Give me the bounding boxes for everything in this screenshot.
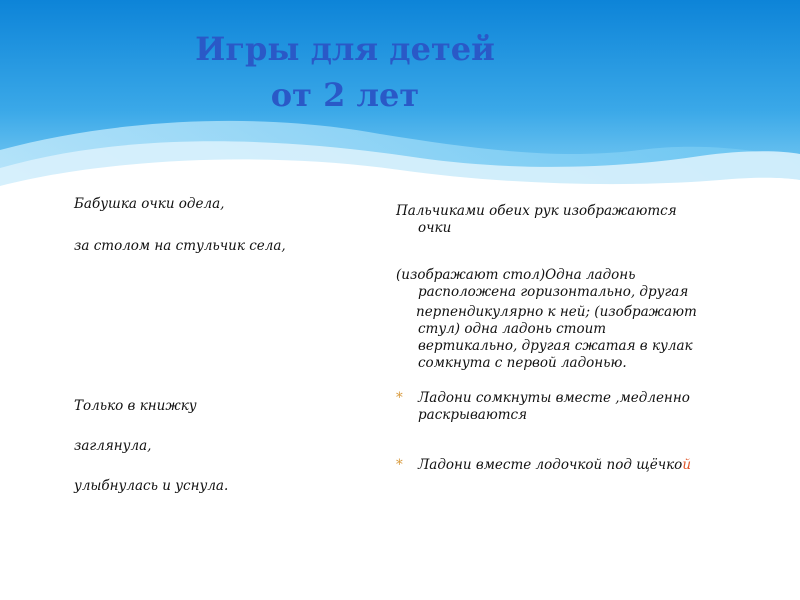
instruction-paragraph	[396, 203, 768, 237]
bullet-line	[418, 457, 778, 474]
poem-line: Только в книжку	[74, 398, 197, 414]
instruction-line: Пальчиками обеих рук изображаются	[396, 203, 677, 219]
instruction-line: перпендикулярно к ней; (изображают	[416, 304, 697, 320]
instruction-line: сомкнута с первой ладонью.	[418, 355, 627, 371]
slide-title	[160, 26, 530, 118]
bullet-text: Ладони вместе лодочкой под щёчко	[418, 457, 683, 473]
accent-letter: й	[682, 457, 692, 473]
instruction-line: вертикально, другая сжатая в кулак	[418, 338, 693, 354]
instruction-line: расположена горизонтально, другая	[418, 284, 689, 300]
poem-line: заглянула,	[74, 438, 152, 454]
bullet-line: Ладони сомкнуты вместе ,медленно	[418, 390, 690, 406]
title-line-1: Игры для детей	[195, 30, 495, 68]
bullet-icon: *	[396, 390, 403, 406]
instruction-paragraph	[396, 267, 768, 372]
bullet-line: раскрываются	[418, 407, 528, 423]
title-line-2: от 2 лет	[270, 76, 420, 114]
poem-line: Бабушка очки одела,	[74, 196, 225, 212]
bullet-icon: *	[396, 457, 403, 473]
poem-line: за столом на стульчик села,	[74, 238, 286, 254]
poem-line: улыбнулась и уснула.	[74, 478, 229, 494]
instruction-line: стул) одна ладонь стоит	[418, 321, 607, 337]
instruction-line: очки	[418, 220, 452, 236]
instruction-line: (изображают стол)Одна ладонь	[396, 267, 636, 283]
